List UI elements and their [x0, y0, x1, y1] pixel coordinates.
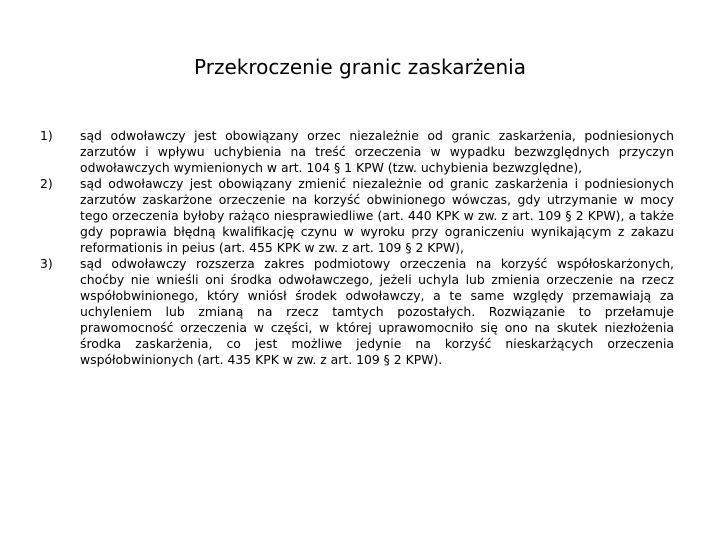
list-item [40, 128, 674, 176]
numbered-list [40, 128, 674, 368]
list-item-text: sąd odwoławczy rozszerza zakres podmiotowy orzeczenia na korzyść współoskarżonych, choćby nie wnieśli oni środka odwoławczego, jeżeli uchyla lub zmienia orzeczenie na rzecz współobwinionego, który wniósł środek odwoławczy, a te same względy przemawiają za uchyleniem lub zmianą na rzecz tamtych pozostałych. Rozwiązanie to przełamuje prawomocność orzeczenia w części, w której uprawomocniło się ono na skutek niezłożenia środka zaskarżenia, co jest możliwe jedynie na korzyść nieskarżących orzeczenia współobwinionych (art. 435 KPK w zw. z art. 109 § 2 KPW). [80, 256, 674, 367]
list-item-number: 3) [40, 256, 53, 271]
list-item-number: 2) [40, 176, 53, 191]
list-item-number: 1) [40, 128, 53, 143]
list-item-text: sąd odwoławczy jest obowiązany orzec niezależnie od granic zaskarżenia, podniesionych zarzutów i wpływu uchybienia na treść orzeczenia w wypadku bezwzględnych przyczyn odwoławczych wymienionych w art. 104 § 1 KPW (tzw. uchybienia bezwzględne), [80, 128, 674, 175]
list-item [40, 256, 674, 368]
slide-title: Przekroczenie granic zaskarżenia [194, 55, 526, 79]
list-item-text: sąd odwoławczy jest obowiązany zmienić niezależnie od granic zaskarżenia i podniesionych zarzutów zaskarżone orzeczenie na korzyść obwinionego wówczas, gdy utrzymanie w mocy tego orzeczenia byłoby rażąco niesprawiedliwe (art. 440 KPK w zw. z art. 109 § 2 KPW), a także gdy poprawia błędną kwalifikację czynu w wyroku przy ograniczeniu wynikającym z zakazu reformationis in peius (art. 455 KPK w zw. z art. 109 § 2 KPW), [80, 176, 674, 255]
list-item [40, 176, 674, 256]
